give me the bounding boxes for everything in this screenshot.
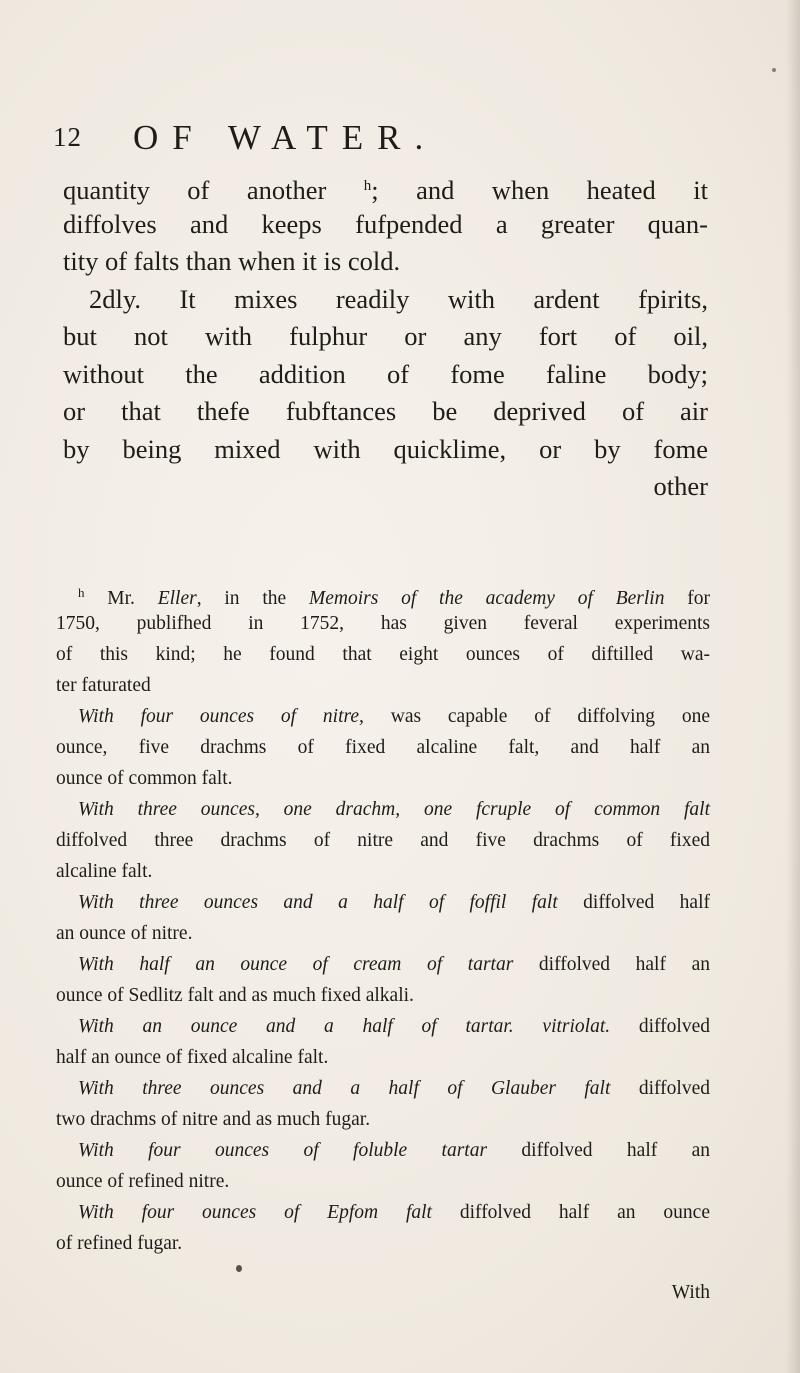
experiment-entry: With three ounces, one drachm, one fcruple of common falt xyxy=(78,799,710,820)
experiment-entry: With half an ounce of cream of tartar diffolved half an xyxy=(78,954,710,975)
text-line: without the addition of fome faline body; xyxy=(63,358,708,389)
footnote-line: ounce of refined nitre. xyxy=(56,1171,230,1192)
main-text xyxy=(63,168,708,506)
text-line: but not with fulphur or any fort of oil, xyxy=(63,321,708,351)
text-line: or that thefe fubftances be deprived of air xyxy=(63,396,708,426)
text-line: quantity of another $^h$; and when heated it xyxy=(63,175,708,205)
page-number: 12 xyxy=(53,122,82,152)
experiment-entry: With four ounces of Epfom falt diffolved half an ounce xyxy=(78,1202,710,1223)
experiment-entry: With three ounces and a half of foffil falt diffolved half xyxy=(78,892,710,913)
footnote-line: ter faturated xyxy=(56,675,151,696)
page-header xyxy=(53,118,753,158)
catchword-other: other xyxy=(653,471,708,501)
running-title: OF WATER. xyxy=(133,118,438,157)
text-line: tity of falts than when it is cold. xyxy=(63,246,401,276)
footnote-line: alcaline falt. xyxy=(56,861,153,882)
footnote-line: $^h$ Mr. Eller, in the Memoirs of the academy of Berlin for xyxy=(78,585,710,609)
footnote-line: diffolved three drachms of nitre and five drachms of fixed xyxy=(56,830,710,851)
footnote-line: ounce of common falt. xyxy=(56,768,233,789)
ink-speck xyxy=(236,1265,242,1272)
footnote xyxy=(56,577,710,1308)
text-line: by being mixed with quicklime, or by fome xyxy=(63,433,708,464)
footnote-line: 1750, publifhed in 1752, has given feveral experiments xyxy=(56,613,710,634)
experiment-entry: With four ounces of foluble tartar diffolved half an xyxy=(78,1140,710,1161)
experiment-entry: With four ounces of nitre, was capable of diffolving one xyxy=(78,706,710,727)
footnote-line: ounce of Sedlitz falt and as much fixed alkali. xyxy=(56,985,414,1006)
text-line: 2dly. It mixes readily with ardent fpirits, xyxy=(89,283,708,314)
footnote-line: of this kind; he found that eight ounces of diftilled wa- xyxy=(56,644,710,665)
page-edge-shadow xyxy=(786,0,800,1373)
catchword: With xyxy=(671,1282,710,1303)
footnote-line: half an ounce of fixed alcaline falt. xyxy=(56,1047,329,1068)
text-line: diffolves and keeps fufpended a greater quan- xyxy=(63,208,708,239)
footnote-line: two drachms of nitre and as much fugar. xyxy=(56,1109,371,1130)
footnote-line: ounce, five drachms of fixed alcaline falt, and half an xyxy=(56,737,710,758)
footnote-reference: h xyxy=(363,178,372,194)
ink-speck xyxy=(772,68,776,72)
footnote-marker: h xyxy=(78,585,85,600)
footnote-line: of refined fugar. xyxy=(56,1233,183,1254)
experiment-entry: With three ounces and a half of Glauber falt diffolved xyxy=(78,1078,710,1099)
experiment-entry: With an ounce and a half of tartar. vitriolat. diffolved xyxy=(78,1016,710,1037)
footnote-line: an ounce of nitre. xyxy=(56,923,193,944)
